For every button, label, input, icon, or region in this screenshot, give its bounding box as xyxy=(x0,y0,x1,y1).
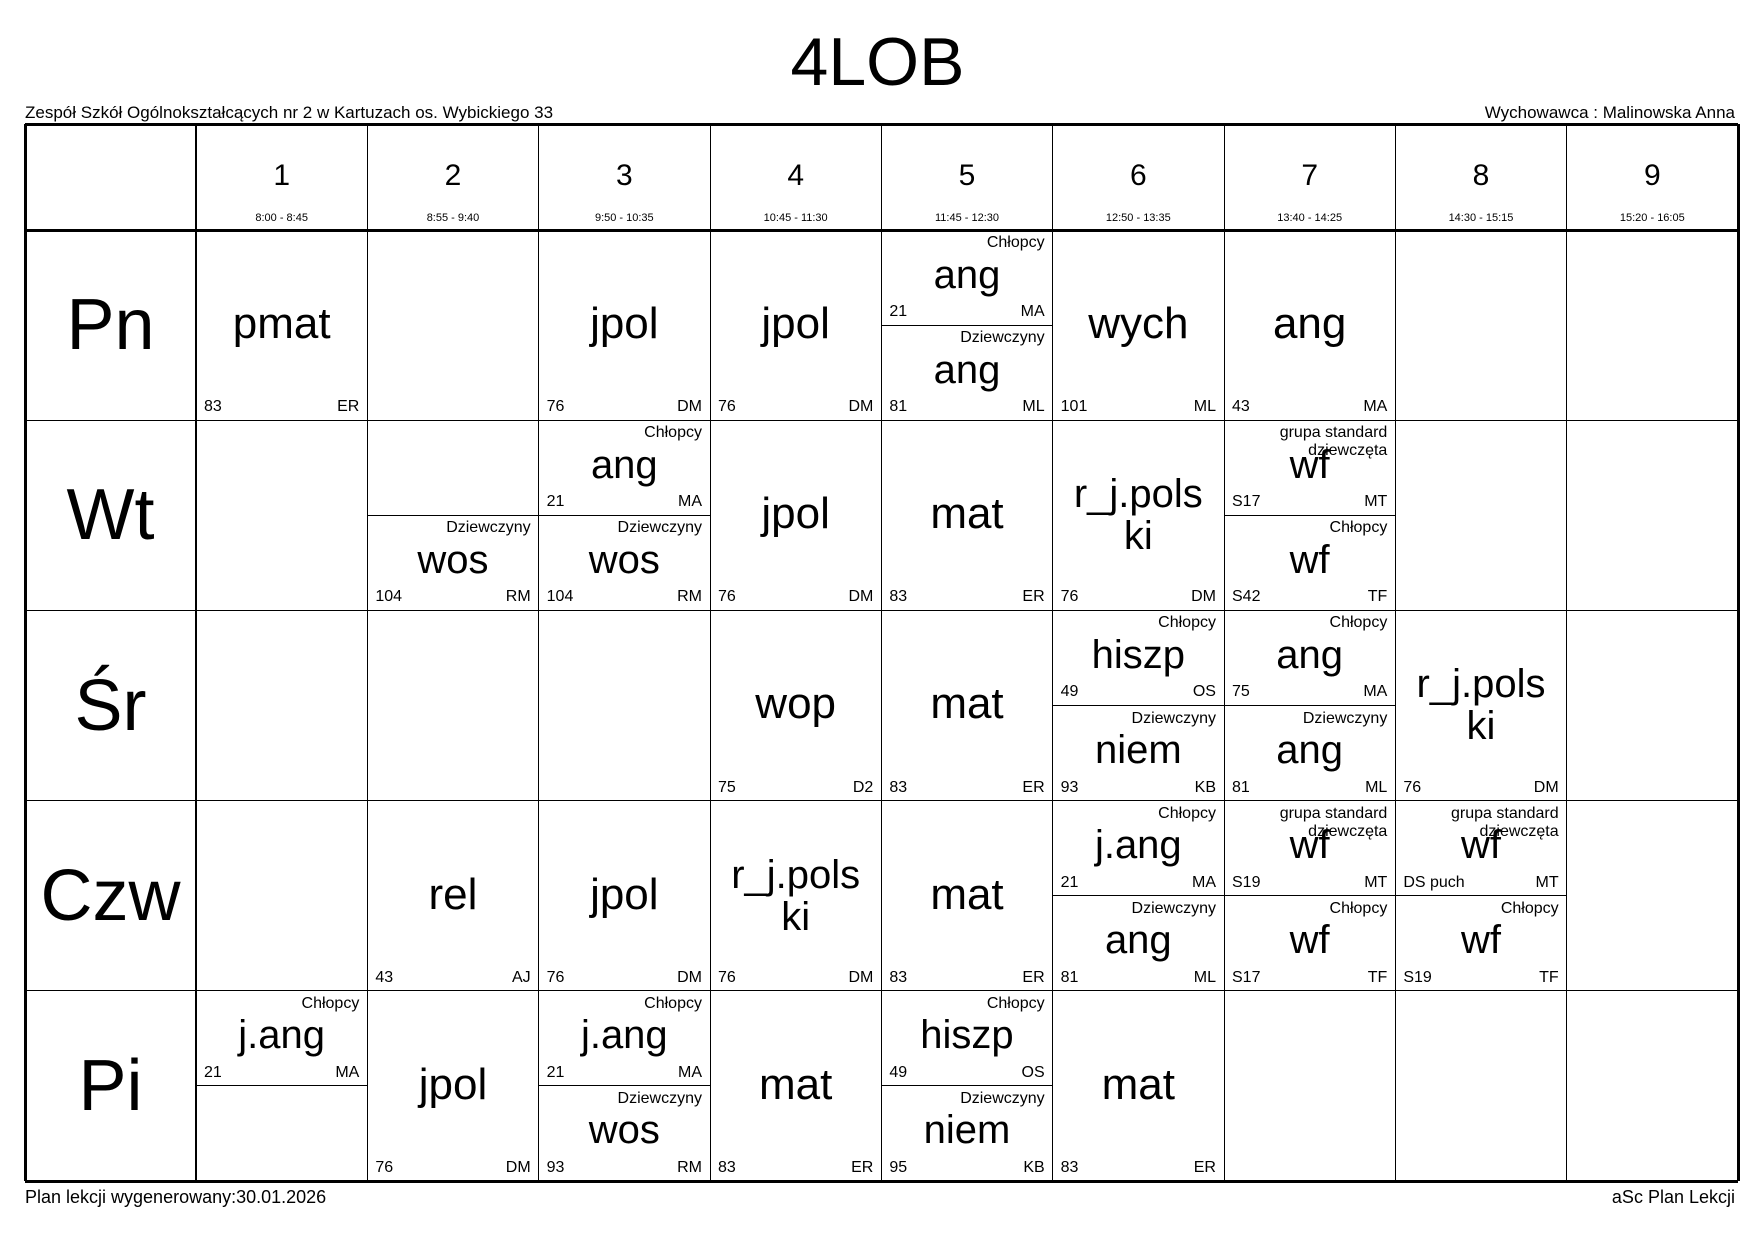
lesson-cell[interactable] xyxy=(1395,801,1566,896)
school-name: Zespół Szkół Ogólnokształcących nr 2 w Kartuzach os. Wybickiego 33 xyxy=(25,103,554,122)
lesson-group: Dziewczyny xyxy=(1131,899,1216,917)
lesson-subject: niem xyxy=(1094,728,1182,773)
lesson-room: S42 xyxy=(1232,588,1261,606)
day-label: Wt xyxy=(66,475,155,556)
lesson-room: 93 xyxy=(1060,778,1079,796)
generator-credit: aSc Plan Lekcji xyxy=(1611,1187,1735,1207)
lesson-group: Chłopcy xyxy=(1329,899,1388,917)
period-time: 8:55 - 9:40 xyxy=(426,212,480,224)
homeroom-teacher: Wychowawca : Malinowska Anna xyxy=(1484,103,1735,122)
lesson-room: 104 xyxy=(375,588,403,606)
lesson-subject: mat xyxy=(930,869,1004,919)
lesson-teacher: ER xyxy=(851,1158,874,1176)
lesson-group: Dziewczyny xyxy=(617,1089,702,1107)
lesson-room: 83 xyxy=(718,1158,736,1176)
lesson-cell[interactable] xyxy=(710,610,881,800)
lesson-group: Dziewczyny xyxy=(960,1089,1045,1107)
lesson-teacher: ER xyxy=(1022,588,1045,606)
lesson-cell[interactable] xyxy=(539,991,710,1086)
lesson-room: 95 xyxy=(889,1158,908,1176)
lesson-subject: mat xyxy=(930,489,1004,539)
lesson-room: 75 xyxy=(1232,683,1250,701)
lesson-teacher: MA xyxy=(1020,303,1045,321)
lesson-teacher: MT xyxy=(1364,493,1388,511)
lesson-room: 21 xyxy=(546,1063,565,1081)
lesson-cell[interactable] xyxy=(1395,610,1566,800)
lesson-subject: wf xyxy=(1460,918,1501,963)
lesson-teacher: OS xyxy=(1021,1063,1045,1081)
period-number: 4 xyxy=(787,159,804,192)
day-label: Pn xyxy=(66,285,155,366)
lesson-group: grupa standard dziewczęta xyxy=(1451,804,1559,840)
lesson-teacher: MA xyxy=(1363,683,1388,701)
lesson-subject: mat xyxy=(758,1059,833,1109)
lesson-subject: rel xyxy=(428,869,478,919)
lesson-teacher: DM xyxy=(848,398,874,416)
lesson-teacher: OS xyxy=(1192,683,1216,701)
lesson-room: 21 xyxy=(889,303,908,321)
lesson-room: 75 xyxy=(718,778,736,796)
lesson-group: Chłopcy xyxy=(301,994,360,1012)
lesson-cell[interactable] xyxy=(539,515,710,610)
lesson-cell[interactable] xyxy=(539,230,710,420)
lesson-subject: wf xyxy=(1289,442,1330,487)
lesson-subject: wf xyxy=(1289,918,1330,963)
lesson-subject: ang xyxy=(1272,299,1347,349)
lesson-room: 49 xyxy=(889,1063,908,1081)
lesson-room: 43 xyxy=(1232,398,1250,416)
lesson-subject: jpol xyxy=(418,1059,488,1109)
lesson-cell[interactable] xyxy=(881,801,1052,991)
lesson-teacher: AJ xyxy=(511,968,531,986)
lesson-room: 83 xyxy=(1060,1158,1079,1176)
lesson-group: Chłopcy xyxy=(644,994,702,1012)
lesson-teacher: TF xyxy=(1539,968,1559,986)
lesson-subject: r_j.pols ki xyxy=(731,852,861,939)
lesson-subject: jpol xyxy=(761,489,830,539)
lesson-subject: ang xyxy=(1276,632,1344,677)
lesson-group: Dziewczyny xyxy=(1131,709,1216,727)
lesson-teacher: DM xyxy=(677,968,702,986)
day-label: Śr xyxy=(74,665,147,746)
lesson-cell[interactable] xyxy=(710,230,881,420)
lesson-subject: j.ang xyxy=(238,1013,326,1058)
lesson-subject: wf xyxy=(1289,537,1330,582)
lesson-subject: niem xyxy=(923,1108,1011,1153)
lesson-subject: j.ang xyxy=(1094,823,1182,868)
lesson-subject: wos xyxy=(588,1108,660,1153)
lesson-subject: jpol xyxy=(590,869,659,919)
lesson-cell[interactable] xyxy=(881,420,1052,610)
lesson-subject: ang xyxy=(933,347,1001,392)
lesson-subject: ang xyxy=(933,252,1001,297)
lesson-cell[interactable] xyxy=(1224,896,1395,991)
lesson-teacher: DM xyxy=(848,588,874,606)
lesson-teacher: DM xyxy=(505,1158,531,1176)
lesson-cell[interactable] xyxy=(710,420,881,610)
lesson-room: 76 xyxy=(1403,778,1422,796)
lesson-subject: wop xyxy=(755,679,837,729)
lesson-group: grupa standard dziewczęta xyxy=(1279,424,1388,460)
lesson-room: 83 xyxy=(889,778,908,796)
lesson-subject: jpol xyxy=(590,299,659,349)
lesson-teacher: DM xyxy=(1191,588,1216,606)
lesson-teacher: MA xyxy=(1191,873,1216,891)
lesson-room: 76 xyxy=(1060,588,1079,606)
lesson-room: 43 xyxy=(375,968,394,986)
lesson-room: 76 xyxy=(718,968,736,986)
lesson-teacher: MA xyxy=(677,493,702,511)
lesson-teacher: MA xyxy=(1363,398,1388,416)
lesson-teacher: ML xyxy=(1193,968,1216,986)
lesson-teacher: RM xyxy=(677,1158,702,1176)
lesson-cell[interactable] xyxy=(881,610,1052,800)
lesson-group: Chłopcy xyxy=(986,234,1045,251)
lesson-cell[interactable] xyxy=(1224,230,1395,420)
lesson-cell[interactable] xyxy=(367,991,538,1181)
lesson-teacher: ER xyxy=(1022,778,1045,796)
lesson-cell[interactable] xyxy=(881,325,1052,420)
lesson-teacher: ML xyxy=(1022,398,1045,416)
lesson-group: Dziewczyny xyxy=(446,519,531,537)
period-time: 13:40 - 14:25 xyxy=(1277,212,1343,224)
lesson-group: grupa standard dziewczęta xyxy=(1279,804,1388,840)
lesson-teacher: KB xyxy=(1023,1158,1045,1176)
lesson-teacher: RM xyxy=(677,588,702,606)
lesson-room: 83 xyxy=(204,398,222,416)
lesson-group: Chłopcy xyxy=(1158,614,1216,632)
lesson-cell[interactable] xyxy=(539,420,710,515)
lesson-teacher: DM xyxy=(677,398,702,416)
lesson-subject: r_j.pols ki xyxy=(1416,662,1546,749)
lesson-subject: r_j.pols ki xyxy=(1073,472,1203,559)
period-time: 8:00 - 8:45 xyxy=(255,212,308,224)
lesson-group: Dziewczyny xyxy=(960,329,1045,347)
period-time: 12:50 - 13:35 xyxy=(1105,212,1171,224)
lesson-room: 76 xyxy=(718,398,736,416)
lesson-cell[interactable] xyxy=(1224,420,1395,515)
lesson-cell[interactable] xyxy=(710,991,881,1181)
lesson-teacher: TF xyxy=(1367,588,1388,606)
lesson-room: DS puch xyxy=(1403,873,1465,891)
lesson-room: S19 xyxy=(1403,968,1432,986)
day-label: Czw xyxy=(40,855,181,936)
lesson-cell[interactable] xyxy=(1053,706,1224,801)
lesson-teacher: MT xyxy=(1364,873,1388,891)
lesson-teacher: ER xyxy=(1193,1158,1216,1176)
lesson-cell[interactable] xyxy=(1224,706,1395,801)
lesson-cell[interactable] xyxy=(1053,610,1224,705)
lesson-teacher: MA xyxy=(677,1063,702,1081)
lesson-teacher: RM xyxy=(505,588,531,606)
lesson-cell[interactable] xyxy=(881,991,1052,1086)
lesson-subject: ang xyxy=(1104,918,1172,963)
lesson-room: 81 xyxy=(1232,778,1250,796)
lesson-cell[interactable] xyxy=(1053,420,1224,610)
lesson-subject: hiszp xyxy=(1091,632,1186,677)
period-number: 5 xyxy=(958,159,976,192)
lesson-teacher: ER xyxy=(1022,968,1045,986)
lesson-cell[interactable] xyxy=(539,801,710,991)
lesson-group: Chłopcy xyxy=(1500,899,1559,917)
lesson-group: Chłopcy xyxy=(1158,804,1216,822)
lesson-room: S17 xyxy=(1232,968,1261,986)
lesson-group: Chłopcy xyxy=(644,424,702,442)
lesson-cell[interactable] xyxy=(539,1086,710,1181)
lesson-room: 81 xyxy=(1060,968,1079,986)
period-number: 8 xyxy=(1472,159,1490,192)
day-label: Pi xyxy=(78,1045,143,1126)
period-number: 1 xyxy=(273,159,290,192)
lesson-group: Chłopcy xyxy=(986,994,1045,1012)
lesson-subject: wos xyxy=(588,537,660,582)
lesson-room: 83 xyxy=(889,588,908,606)
period-number: 7 xyxy=(1301,159,1318,192)
period-number: 9 xyxy=(1643,159,1661,192)
lesson-teacher: ML xyxy=(1193,398,1216,416)
lesson-subject: jpol xyxy=(761,299,830,349)
lesson-subject: j.ang xyxy=(580,1013,668,1058)
lesson-subject: pmat xyxy=(232,299,331,349)
lesson-cell[interactable] xyxy=(1224,801,1395,896)
lesson-teacher: ML xyxy=(1365,778,1388,796)
lesson-cell[interactable] xyxy=(367,515,538,610)
lesson-cell[interactable] xyxy=(881,230,1052,325)
lesson-room: S17 xyxy=(1232,493,1261,511)
lesson-room: 76 xyxy=(546,968,565,986)
lesson-room: S19 xyxy=(1232,873,1261,891)
period-time: 15:20 - 16:05 xyxy=(1619,212,1685,224)
lesson-group: Dziewczyny xyxy=(1302,709,1388,727)
lesson-room: 76 xyxy=(546,398,565,416)
lesson-subject: wf xyxy=(1460,823,1501,868)
lesson-cell[interactable] xyxy=(1053,230,1224,420)
lesson-room: 76 xyxy=(375,1158,394,1176)
lesson-subject: hiszp xyxy=(920,1013,1014,1058)
lesson-teacher: KB xyxy=(1194,778,1216,796)
grid-line xyxy=(1737,124,1740,1181)
period-number: 3 xyxy=(615,159,633,192)
lesson-room: 104 xyxy=(546,588,574,606)
lesson-room: 83 xyxy=(889,968,908,986)
lesson-teacher: MA xyxy=(335,1063,360,1081)
lesson-teacher: DM xyxy=(1533,778,1559,796)
period-number: 2 xyxy=(444,159,462,192)
lesson-group: Chłopcy xyxy=(1329,614,1388,632)
class-title: 4LOB xyxy=(790,24,965,100)
lesson-subject: wos xyxy=(417,537,489,582)
period-time: 9:50 - 10:35 xyxy=(594,212,654,224)
lesson-cell[interactable] xyxy=(367,801,538,991)
lesson-group: Dziewczyny xyxy=(617,519,702,537)
lesson-room: 21 xyxy=(204,1063,222,1081)
lesson-room: 81 xyxy=(889,398,908,416)
lesson-group: Chłopcy xyxy=(1329,519,1388,537)
lesson-teacher: DM xyxy=(848,968,874,986)
lesson-cell[interactable] xyxy=(881,1086,1052,1181)
lesson-room: 21 xyxy=(546,493,565,511)
lesson-subject: ang xyxy=(1276,728,1344,773)
lesson-cell[interactable] xyxy=(196,991,367,1086)
lesson-cell[interactable] xyxy=(1053,991,1224,1181)
period-time: 10:45 - 11:30 xyxy=(763,212,828,224)
lesson-cell[interactable] xyxy=(1224,610,1395,705)
lesson-subject: ang xyxy=(590,442,658,487)
lesson-cell[interactable] xyxy=(196,230,367,420)
lesson-room: 93 xyxy=(546,1158,565,1176)
period-time: 11:45 - 12:30 xyxy=(934,212,999,224)
lesson-teacher: TF xyxy=(1367,968,1388,986)
lesson-teacher: ER xyxy=(337,398,360,416)
lesson-cell[interactable] xyxy=(710,801,881,991)
lesson-room: 49 xyxy=(1060,683,1079,701)
lesson-teacher: MT xyxy=(1535,873,1559,891)
lesson-cell[interactable] xyxy=(1224,515,1395,610)
lesson-room: 76 xyxy=(718,588,736,606)
lesson-cell[interactable] xyxy=(1053,801,1224,896)
lesson-cell[interactable] xyxy=(1395,896,1566,991)
period-time: 14:30 - 15:15 xyxy=(1448,212,1514,224)
lesson-subject: wych xyxy=(1088,299,1189,349)
lesson-subject: wf xyxy=(1289,823,1330,868)
lesson-room: 101 xyxy=(1060,398,1088,416)
lesson-subject: mat xyxy=(1101,1059,1175,1109)
period-number: 6 xyxy=(1129,159,1147,192)
lesson-teacher: D2 xyxy=(852,778,874,796)
lesson-cell[interactable] xyxy=(1053,896,1224,991)
lesson-room: 21 xyxy=(1060,873,1079,891)
lesson-subject: mat xyxy=(930,679,1004,729)
generated-date: Plan lekcji wygenerowany:30.01.2026 xyxy=(25,1187,327,1207)
